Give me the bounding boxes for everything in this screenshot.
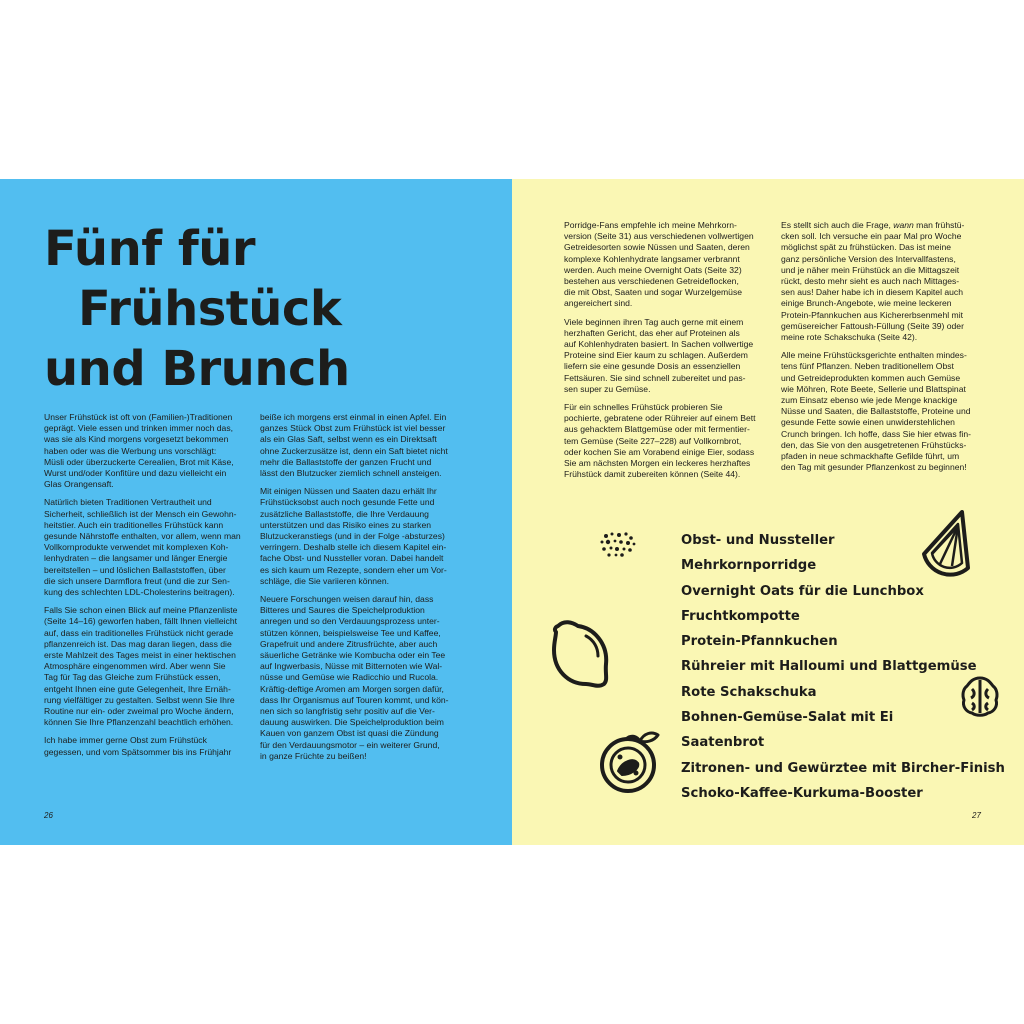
paragraph: Falls Sie schon einen Blick auf meine Pflanzenliste (Seite 14–16) geworfen haben, fällt Ihnen vielleicht auf, dass ein traditionelles Frühstück nicht gerade pflanzenreich ist. Das mag daran liegen, dass die erste Mahlzeit des Tages meist in einer hektischen Atmosphäre eingenommen wird. Aber wenn Sie Tag für Tag das Gleiche zum Frühstück essen, entgeht Ihnen eine gute Gelegenheit, Ihre Ernäh- rung vielfältiger zu gestalten. Selbst wenn Sie Ihre Routine nur ein- oder zweimal pro Woche ändern, können Sie Ihre Pflanzenzahl beachtlich erhöhen. <box>44 605 238 728</box>
lemon-icon <box>550 618 614 690</box>
title-line-3: und Brunch <box>44 341 350 397</box>
left-column-1 <box>44 412 244 765</box>
chapter-title <box>44 219 350 399</box>
paragraph: Viele beginnen ihren Tag auch gerne mit einem herzhaften Gericht, das eher auf Proteinen als auf Kohlenhydraten basiert. In Sachen vollwertige Proteine sind Eier kaum zu schlagen. Außerdem liefern sie eine gesunde Dosis an essenziellen Fettsäuren. Sie sind schnell zubereitet und pas- sen super zu Gemüse. <box>564 316 754 394</box>
tomato-icon <box>596 727 666 793</box>
page-number-right: 27 <box>972 811 981 820</box>
title-line-1: Fünf für <box>44 221 256 277</box>
paragraph: Alle meine Frühstücksgerichte enthalten mindes- tens fünf Pflanzen. Neben traditionellem Obst und Getreideprodukten kommen auch Gemüse wie Möhren, Rote Beete, Sellerie und Blattspinat zum Einsatz ebenso wie jede Menge knackige Nüsse und Saaten, die Ballaststoffe, Proteine und gesunde Fette sowie einen unwiderstehlichen Crunch bringen. Ich hoffe, dass Sie hier etwas fin- den, das Sie von den ausgetretenen Frühstücks- pfaden in neue schmackhafte Gefilde führt, um den Tag mit gesunder Pflanzenkost zu beginnen! <box>781 350 971 473</box>
recipe-item: Overnight Oats für die Lunchbox <box>681 583 924 599</box>
paragraph: Neuere Forschungen weisen darauf hin, dass Bitteres und Saures die Speichelproduktion anregen und so den Verdauungsprozess unter- stützen können, beispielsweise Tee und Kaffee, Grapefruit und andere Zitrusfrüchte, aber auch säuerliche Getränke wie Kombucha oder ein Tee auf Ingwerbasis, Nüsse mit Bitternoten wie Wal- nüsse und Gemüse wie Radicchio und Rucola. Kräftig-deftige Aromen am Morgen sorgen dafür, dass Ihr Organismus auf Touren kommt, und kön- nen sich so langfristig sehr positiv auf die Ver- dauung auswirken. Die Speichelproduktion beim Kauen von ganzem Obst ist quasi die Zündung für den Verdauungsmotor – ein weiterer Grund, in ganze Früchte zu beißen! <box>260 594 449 761</box>
orange-slice-icon <box>918 508 976 580</box>
paragraph: Mit einigen Nüssen und Saaten dazu erhält Ihr Frühstücksobst auch noch gesunde Fette und zusätzliche Ballaststoffe, die Ihre Verdauung unterstützen und das Risiko eines zu starken Blutzuckeranstiegs (und in der Folge -absturzes) verringern. Deshalb stelle ich diesem Kapitel ein- fache Obst- und Nussteller voran. Dabei handelt es sich kaum um Rezepte, sondern eher um Vor- schläge, die Sie variieren können. <box>260 486 447 586</box>
recipe-item: Rote Schakschuka <box>681 684 817 700</box>
paragraph <box>781 220 981 343</box>
page-number-left: 26 <box>44 811 53 820</box>
recipe-item: Protein-Pfannkuchen <box>681 634 838 650</box>
text-run: man frühstü- cken soll. Ich versuche ein paar Mal pro Woche möglichst spät zu frühstücken. Das ist meine ganz persönliche Version des Intervallfastens, und je näher mein Frühstück an die Mittagszeit rückt, desto mehr sieht es auch nach Mittages- sen aus! Daher habe ich in diesem Kapitel auch einige Brunch-Angebote, wie meine leckeren Protein-Pfannkuchen aus Kichererbsenmehl mit gemüsereicher Fattoush-Füllung (Seite 39) oder meine rote Schakschuka (Seite 42). <box>781 220 965 343</box>
paragraph: Für ein schnelles Frühstück probieren Sie pochierte, gebratene oder Rühreier auf einem Bett aus gehacktem Blattgemüse oder mit fermentier- tem Gemüse (Seite 227–228) auf Vollkornbrot, oder kochen Sie am Vorabend einige Eier, sodass Sie am nächsten Morgen ein leckeres herzhaftes Frühstück damit zubereiten können (Seite 44). <box>564 402 756 480</box>
walnut-icon <box>960 675 1000 717</box>
paragraph: Ich habe immer gerne Obst zum Frühstück gegessen, und vom Spätsommer bis ins Frühjahr <box>44 735 232 757</box>
right-column-2 <box>781 220 981 480</box>
left-column-2 <box>260 412 466 769</box>
recipe-item: Schoko-Kaffee-Kurkuma-Booster <box>681 785 923 801</box>
recipe-item: Zitronen- und Gewürztee mit Bircher-Finish <box>681 760 1005 776</box>
right-page <box>512 179 1024 845</box>
paragraph: beiße ich morgens erst einmal in einen Apfel. Ein ganzes Stück Obst zum Frühstück ist viel besser als ein Glas Saft, selbst wenn es ein Direktsaft ohne Zuckerzusätze ist, denn ein Saft bietet nicht mehr die Ballaststoffe der ganzen Frucht und lässt den Blutzucker ziemlich schnell ansteigen. <box>260 412 448 479</box>
left-page <box>0 179 512 845</box>
paragraph: Unser Frühstück ist oft von (Familien-)Traditionen geprägt. Viele essen und trinken immer noch das, was sie als Kind morgens vorgesetzt bekommen haben oder was die Werbung uns vorschlägt: Müsli oder überzuckerte Cerealien, Brot mit Käse, Wurst und/oder Konfitüre und dazu vielleicht ein Glas Orangensaft. <box>44 412 234 490</box>
emphasis-word: wann <box>893 220 914 230</box>
recipe-item: Fruchtkompotte <box>681 608 800 624</box>
recipe-item: Saatenbrot <box>681 735 765 751</box>
recipe-item: Bohnen-Gemüse-Salat mit Ei <box>681 710 894 726</box>
right-column-1 <box>564 220 770 487</box>
recipe-item: Mehrkornporridge <box>681 558 817 574</box>
recipe-item: Rühreier mit Halloumi und Blattgemüse <box>681 659 977 675</box>
paragraph: Natürlich bieten Traditionen Vertrautheit und Sicherheit, schließlich ist der Mensch ein Gewohn- heitstier. Auch ein traditionelles Frühstück kann gesunde Nährstoffe enthalten, vor allem, wenn man Vollkornprodukte verwendet mit komplexen Koh- lenhydraten – die langsamer und länger Energie bereitstellen – und löslichen Ballaststoffen, über die sich unsere Darmflora freut (und die zur Sen- kung des schlechten LDL-Cholesterins beitragen). <box>44 497 241 598</box>
paragraph: Porridge-Fans empfehle ich meine Mehrkorn- version (Seite 31) aus verschiedenen vollwertigen Getreidesorten sowie Nüssen und Saaten, deren komplexe Kohlenhydrate langsamer verbrannt werden. Auch meine Overnight Oats (Seite 32) bestehen aus verschiedenen Getreideflocken, die mit Obst, Saaten und sogar Wurzelgemüse angereichert sind. <box>564 220 754 309</box>
title-line-2: Frühstück <box>78 281 342 337</box>
text-run: Es stellt sich auch die Frage, <box>781 220 894 230</box>
seeds-icon <box>598 530 638 560</box>
recipe-item: Obst- und Nussteller <box>681 533 835 548</box>
